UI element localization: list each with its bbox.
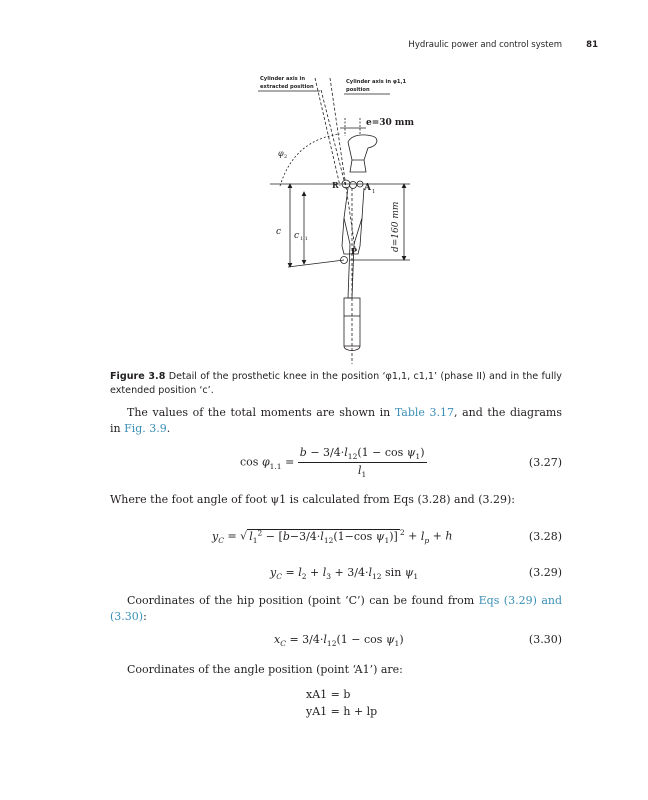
figure-label: Figure 3.8 [110,371,166,382]
svg-text:2: 2 [284,154,288,160]
svg-text:1: 1 [372,189,376,195]
e-dimension-label: e=30 mm [366,118,414,128]
svg-text:extracted position: extracted position [260,84,314,90]
paragraph-4: Coordinates of the angle position (point ‘A1’) are: [127,663,403,676]
point-A1-label: A [364,183,371,193]
table-link[interactable]: Table 3.17 [394,406,455,419]
paragraph-2: Where the foot angle of foot ψ1 is calculated from Eqs (3.28) and (3.29): [110,493,515,506]
equation-link[interactable]: Eqs (3.29) and (3.30) [110,594,563,623]
equation-3-27: $\cos \varphi_{1.1}$ = $\frac{b - 3/4\cdot l_{12}(1 - \cos \psi_1)}{l_1}$ (3.27) [240,446,562,480]
running-title: Hydraulic power and control system [408,40,562,50]
svg-text:φ: φ [278,149,284,158]
label-cylinder-phi: Cylinder axis in φ1,1 [346,79,407,85]
point-R-label: R [332,180,339,190]
running-header [0,40,648,56]
figure-link[interactable]: Fig. 3.9 [124,422,167,435]
svg-text:position: position [346,87,370,93]
label-cylinder-extracted: Cylinder axis in [260,76,306,82]
paragraph-3: Coordinates of the hip position (point ‘C’) can be found from Eqs (3.29) and (3.30): [110,594,563,623]
d-dimension-label: d=160 mm [391,201,401,252]
equation-A1: xA1 = b yA1 = h + lp [306,688,378,718]
equation-3-30: $x_C = 3/4\cdot l_{12}(1 - \cos \psi_1)$ (3.30) [274,633,562,649]
equation-3-29: $y_C = l_2 + l_3 + 3/4\cdot l_{12}$ $\sin \psi_1$ (3.29) [270,566,562,582]
figure-caption [110,370,562,397]
prosthetic-knee-figure [240,68,440,366]
point-P-label: P [351,246,358,256]
c11-label: c [294,231,300,241]
page-number: 81 [586,40,598,50]
c-label: c [276,227,282,237]
equation-3-28: $y_C$ = √ $l_1^2 - [b-3/4\cdot l_{12}(1-\cos$ $\psi_1$)] $^2 + l_p + h$ (3.28) [212,528,562,545]
svg-text:1,1: 1,1 [300,236,308,242]
figure-caption-text: Detail of the prosthetic knee in the position ‘φ1,1, c1,1’ (phase II) and in the fully extended position ‘c’. [110,371,562,396]
paragraph-1: The values of the total moments are shown in Table 3.17, and the diagrams in Fig. 3.9. [110,406,562,435]
